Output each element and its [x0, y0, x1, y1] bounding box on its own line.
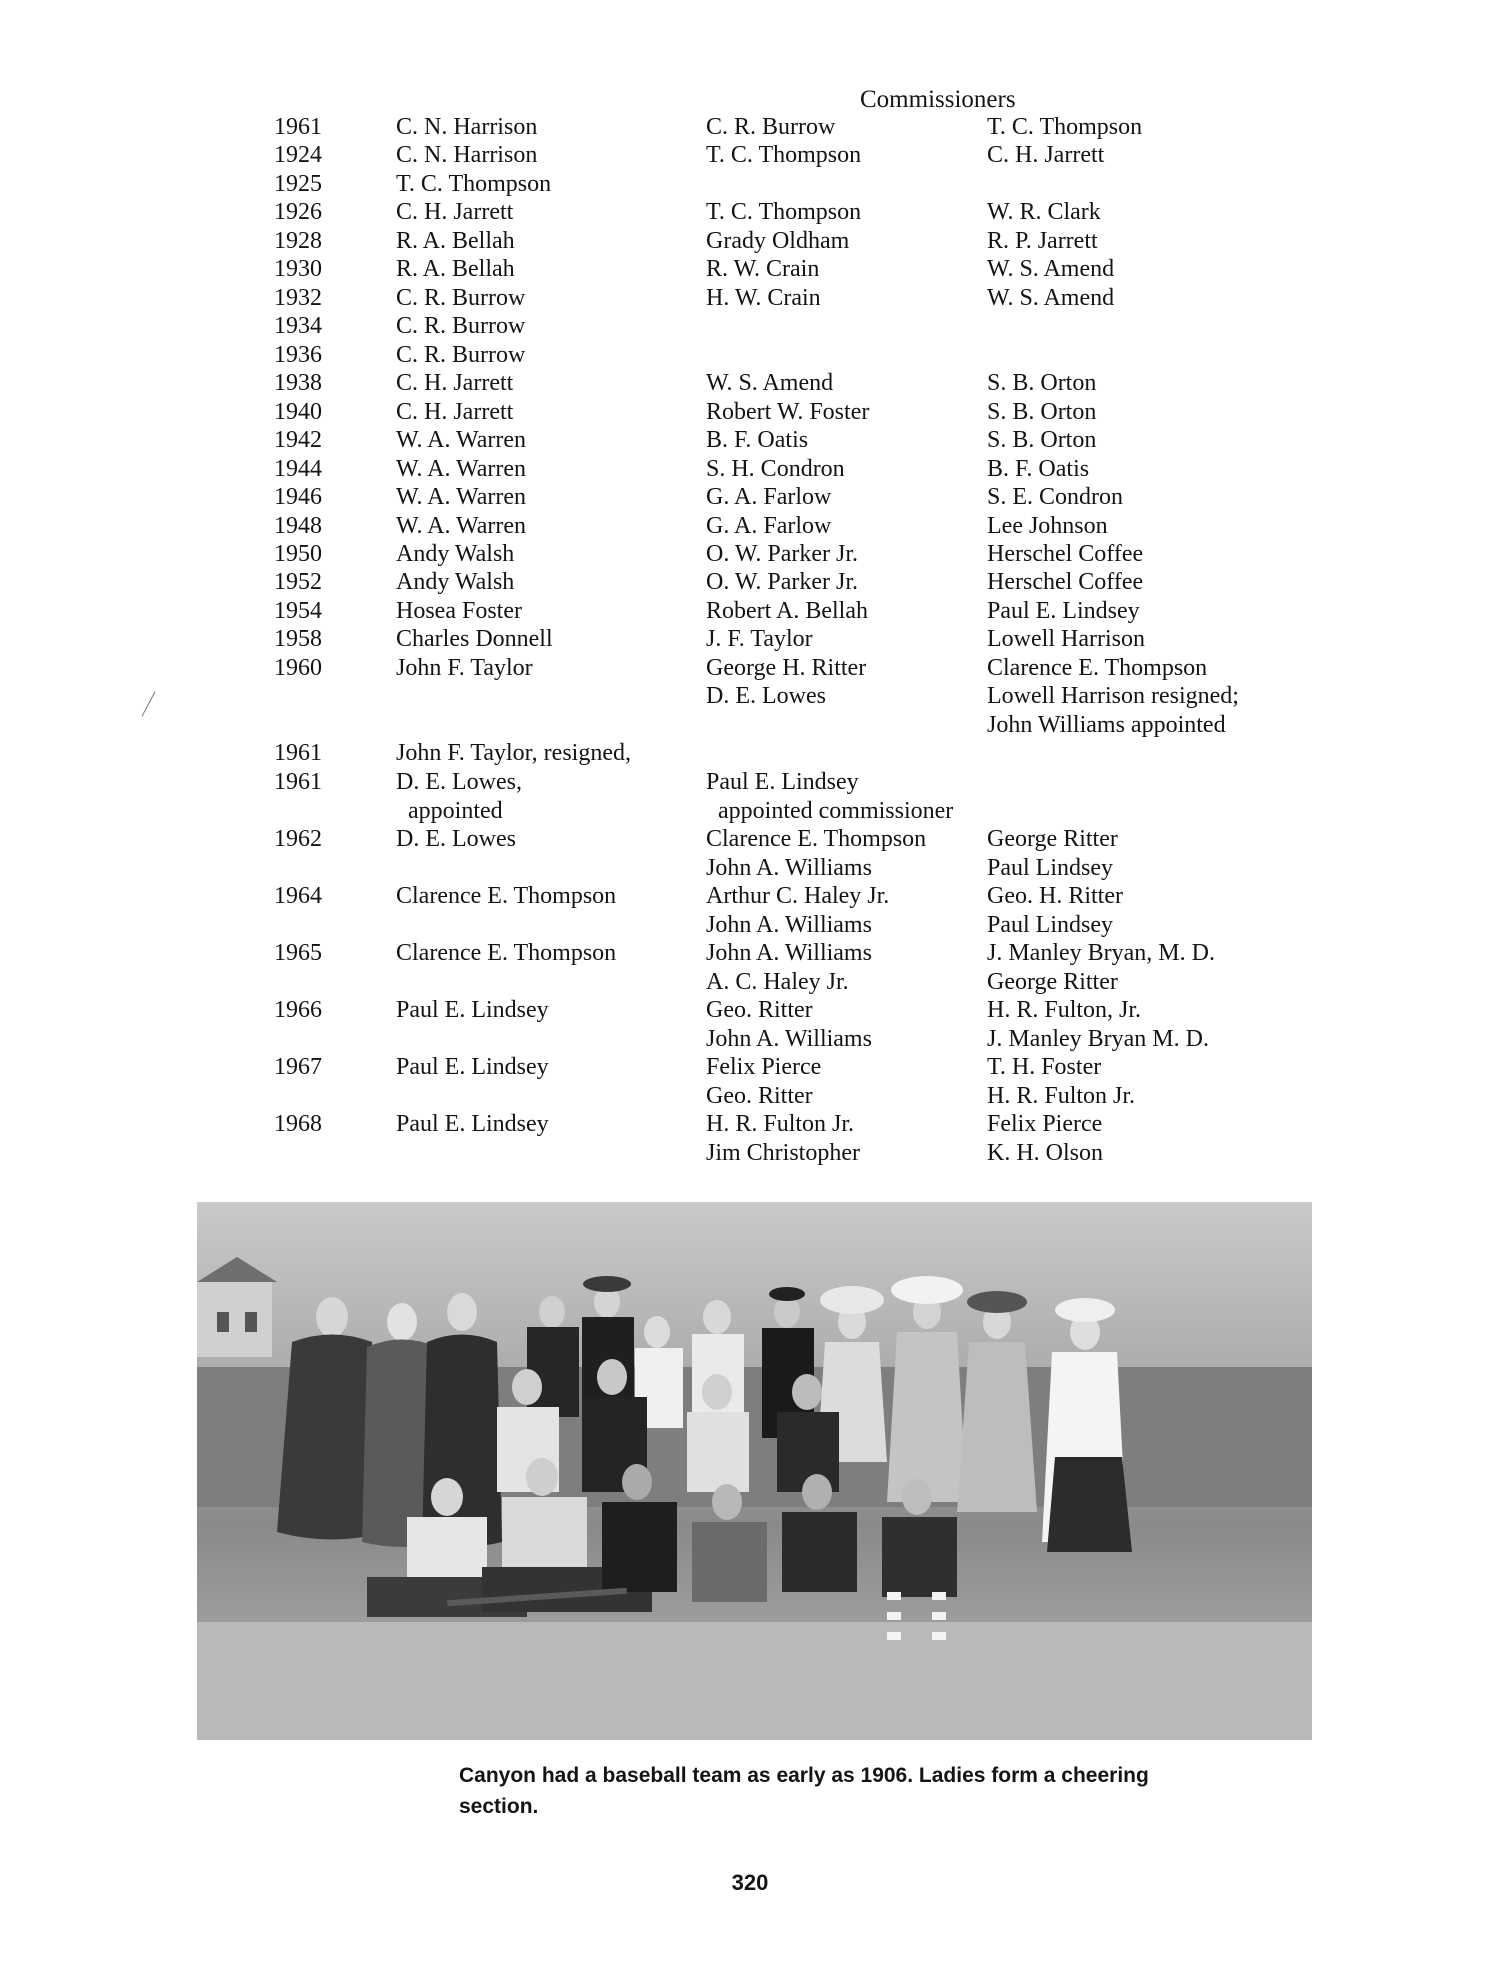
commissioner-cell: H. R. Fulton, Jr.: [987, 997, 1142, 1023]
mayor-cell: Clarence E. Thompson: [396, 940, 617, 966]
page-number: 320: [731, 1870, 769, 1895]
year-cell: 1966: [274, 997, 322, 1023]
year-cell: 1962: [274, 826, 322, 852]
commissioner-cell: Robert A. Bellah: [706, 598, 868, 624]
commissioner-cell: Clarence E. Thompson: [706, 826, 927, 852]
commissioner-cell: G. A. Farlow: [706, 513, 832, 539]
year-cell: 1961: [274, 769, 322, 795]
year-cell: 1930: [274, 256, 322, 282]
commissioner-cell: Clarence E. Thompson: [987, 655, 1208, 681]
mayor-cell: C. H. Jarrett: [396, 370, 514, 396]
commissioner-cell: H. R. Fulton Jr.: [706, 1111, 855, 1137]
commissioner-cell: Herschel Coffee: [987, 569, 1144, 595]
commissioner-cell: C. R. Burrow: [706, 114, 836, 140]
mayor-cell: Paul E. Lindsey: [396, 997, 549, 1023]
year-cell: 1925: [274, 171, 322, 197]
mayor-cell: Paul E. Lindsey: [396, 1111, 549, 1137]
commissioner-cell: Paul E. Lindsey: [987, 598, 1140, 624]
table-row: [0, 313, 1500, 342]
year-cell: 1961: [274, 740, 322, 766]
commissioner-cell: George Ritter: [987, 969, 1118, 995]
mayor-cell: D. E. Lowes: [396, 826, 516, 852]
mayor-cell: R. A. Bellah: [396, 228, 515, 254]
table-row: [0, 740, 1500, 769]
baseball-team-photo: [197, 1202, 1312, 1740]
mayor-cell: W. A. Warren: [396, 513, 527, 539]
table-row: [0, 940, 1500, 969]
commissioner-cell: Robert W. Foster: [706, 399, 870, 425]
table-row: [0, 883, 1500, 912]
table-row: [0, 997, 1500, 1026]
table-row: [0, 855, 1500, 884]
commissioner-cell: C. H. Jarrett: [987, 142, 1105, 168]
commissioner-cell: O. W. Parker Jr.: [706, 569, 858, 595]
year-cell: 1961: [274, 114, 322, 140]
mayor-cell: W. A. Warren: [396, 456, 527, 482]
commissioner-cell: S. E. Condron: [987, 484, 1124, 510]
commissioner-cell: W. S. Amend: [706, 370, 834, 396]
photo-illustration: [197, 1202, 1312, 1740]
table-row: [0, 769, 1500, 798]
commissioner-cell: S. H. Condron: [706, 456, 845, 482]
commissioner-cell: George Ritter: [987, 826, 1118, 852]
year-cell: 1967: [274, 1054, 322, 1080]
mayor-cell: appointed: [396, 798, 503, 824]
table-row: [0, 826, 1500, 855]
photo-caption: Canyon had a baseball team as early as 1906. Ladies form a cheering section.: [459, 1764, 1149, 1818]
year-cell: 1964: [274, 883, 322, 909]
commissioner-cell: O. W. Parker Jr.: [706, 541, 858, 567]
table-row: [0, 171, 1500, 200]
commissioner-cell: J. F. Taylor: [706, 626, 813, 652]
mayor-cell: R. A. Bellah: [396, 256, 515, 282]
table-row: [0, 370, 1500, 399]
commissioner-cell: J. Manley Bryan M. D.: [987, 1026, 1209, 1052]
year-cell: 1960: [274, 655, 322, 681]
commissioner-cell: T. C. Thompson: [987, 114, 1143, 140]
year-cell: 1946: [274, 484, 322, 510]
commissioner-cell: Lowell Harrison: [987, 626, 1145, 652]
mayor-cell: C. N. Harrison: [396, 142, 538, 168]
year-cell: 1952: [274, 569, 322, 595]
commissioner-cell: Grady Oldham: [706, 228, 850, 254]
commissioner-cell: S. B. Orton: [987, 399, 1097, 425]
commissioner-cell: T. C. Thompson: [706, 199, 862, 225]
table-row: [0, 399, 1500, 428]
commissioner-cell: John A. Williams: [706, 912, 872, 938]
commissioner-cell: S. B. Orton: [987, 427, 1097, 453]
commissioner-cell: John Williams appointed: [987, 712, 1226, 738]
commissioners-heading: Commissioners: [860, 86, 1016, 113]
table-row: [0, 1111, 1500, 1140]
year-cell: 1928: [274, 228, 322, 254]
commissioner-cell: W. R. Clark: [987, 199, 1101, 225]
commissioner-cell: Geo. H. Ritter: [987, 883, 1123, 909]
commissioner-cell: Paul Lindsey: [987, 912, 1113, 938]
year-cell: 1932: [274, 285, 322, 311]
commissioner-cell: Jim Christopher: [706, 1140, 860, 1166]
commissioner-cell: John A. Williams: [706, 855, 872, 881]
mayor-cell: Paul E. Lindsey: [396, 1054, 549, 1080]
mayor-cell: D. E. Lowes,: [396, 769, 522, 795]
mayor-cell: John F. Taylor, resigned,: [396, 740, 631, 766]
commissioner-cell: K. H. Olson: [987, 1140, 1104, 1166]
table-row: [0, 1083, 1500, 1112]
table-row: [0, 712, 1500, 741]
table-row: [0, 256, 1500, 285]
year-cell: 1934: [274, 313, 322, 339]
year-cell: 1942: [274, 427, 322, 453]
table-row: [0, 1054, 1500, 1083]
commissioner-cell: B. F. Oatis: [987, 456, 1090, 482]
year-cell: 1926: [274, 199, 322, 225]
year-cell: 1940: [274, 399, 322, 425]
table-row: [0, 228, 1500, 257]
year-cell: 1938: [274, 370, 322, 396]
table-row: [0, 342, 1500, 371]
table-row: [0, 114, 1500, 143]
table-row: [0, 427, 1500, 456]
commissioner-cell: Geo. Ritter: [706, 1083, 813, 1109]
year-cell: 1924: [274, 142, 322, 168]
commissioner-cell: B. F. Oatis: [706, 427, 809, 453]
table-row: [0, 626, 1500, 655]
table-row: [0, 1140, 1500, 1169]
mayor-cell: C. H. Jarrett: [396, 399, 514, 425]
mayor-cell: W. A. Warren: [396, 427, 527, 453]
commissioner-cell: John A. Williams: [706, 940, 872, 966]
year-cell: 1950: [274, 541, 322, 567]
table-row: [0, 285, 1500, 314]
commissioner-cell: S. B. Orton: [987, 370, 1097, 396]
ground: [197, 1622, 1312, 1740]
commissioner-cell: Arthur C. Haley Jr.: [706, 883, 890, 909]
commissioner-cell: Felix Pierce: [987, 1111, 1103, 1137]
mayor-cell: C. H. Jarrett: [396, 199, 514, 225]
commissioner-cell: H. W. Crain: [706, 285, 821, 311]
table-row: [0, 969, 1500, 998]
commissioner-cell: T. C. Thompson: [706, 142, 862, 168]
commissioner-cell: Paul E. Lindsey: [706, 769, 859, 795]
table-row: [0, 598, 1500, 627]
year-cell: 1954: [274, 598, 322, 624]
commissioner-cell: Herschel Coffee: [987, 541, 1144, 567]
commissioner-cell: Felix Pierce: [706, 1054, 822, 1080]
mayor-cell: W. A. Warren: [396, 484, 527, 510]
table-row: [0, 199, 1500, 228]
table-row: [0, 569, 1500, 598]
year-cell: 1948: [274, 513, 322, 539]
table-row: [0, 513, 1500, 542]
year-cell: 1968: [274, 1111, 322, 1137]
year-cell: 1965: [274, 940, 322, 966]
year-cell: 1944: [274, 456, 322, 482]
table-row: [0, 798, 1500, 827]
commissioner-cell: T. H. Foster: [987, 1054, 1102, 1080]
commissioner-cell: Paul Lindsey: [987, 855, 1113, 881]
commissioner-cell: W. S. Amend: [987, 256, 1115, 282]
commissioner-cell: J. Manley Bryan, M. D.: [987, 940, 1215, 966]
table-row: [0, 683, 1500, 712]
mayor-cell: C. R. Burrow: [396, 342, 526, 368]
commissioner-cell: R. W. Crain: [706, 256, 820, 282]
commissioner-cell: G. A. Farlow: [706, 484, 832, 510]
commissioner-cell: John A. Williams: [706, 1026, 872, 1052]
table-row: [0, 142, 1500, 171]
commissioner-cell: R. P. Jarrett: [987, 228, 1098, 254]
year-cell: 1958: [274, 626, 322, 652]
commissioner-cell: Geo. Ritter: [706, 997, 813, 1023]
mayor-cell: Andy Walsh: [396, 541, 515, 567]
commissioner-cell: W. S. Amend: [987, 285, 1115, 311]
mayor-cell: John F. Taylor: [396, 655, 533, 681]
mayor-cell: C. N. Harrison: [396, 114, 538, 140]
year-cell: 1936: [274, 342, 322, 368]
table-row: [0, 484, 1500, 513]
mayor-cell: Hosea Foster: [396, 598, 522, 624]
commissioner-cell: H. R. Fulton Jr.: [987, 1083, 1136, 1109]
table-row: [0, 456, 1500, 485]
commissioner-cell: D. E. Lowes: [706, 683, 826, 709]
table-row: [0, 912, 1500, 941]
mayor-cell: Charles Donnell: [396, 626, 553, 652]
table-row: [0, 1026, 1500, 1055]
table-row: [0, 655, 1500, 684]
mayor-cell: Clarence E. Thompson: [396, 883, 617, 909]
commissioner-cell: A. C. Haley Jr.: [706, 969, 849, 995]
table-row: [0, 541, 1500, 570]
mayor-cell: C. R. Burrow: [396, 313, 526, 339]
mayor-cell: T. C. Thompson: [396, 171, 552, 197]
mayor-cell: C. R. Burrow: [396, 285, 526, 311]
mayor-cell: Andy Walsh: [396, 569, 515, 595]
commissioner-cell: Lee Johnson: [987, 513, 1108, 539]
commissioner-cell: appointed commissioner: [706, 798, 954, 824]
commissioner-cell: Lowell Harrison resigned;: [987, 683, 1239, 709]
commissioner-cell: George H. Ritter: [706, 655, 867, 681]
